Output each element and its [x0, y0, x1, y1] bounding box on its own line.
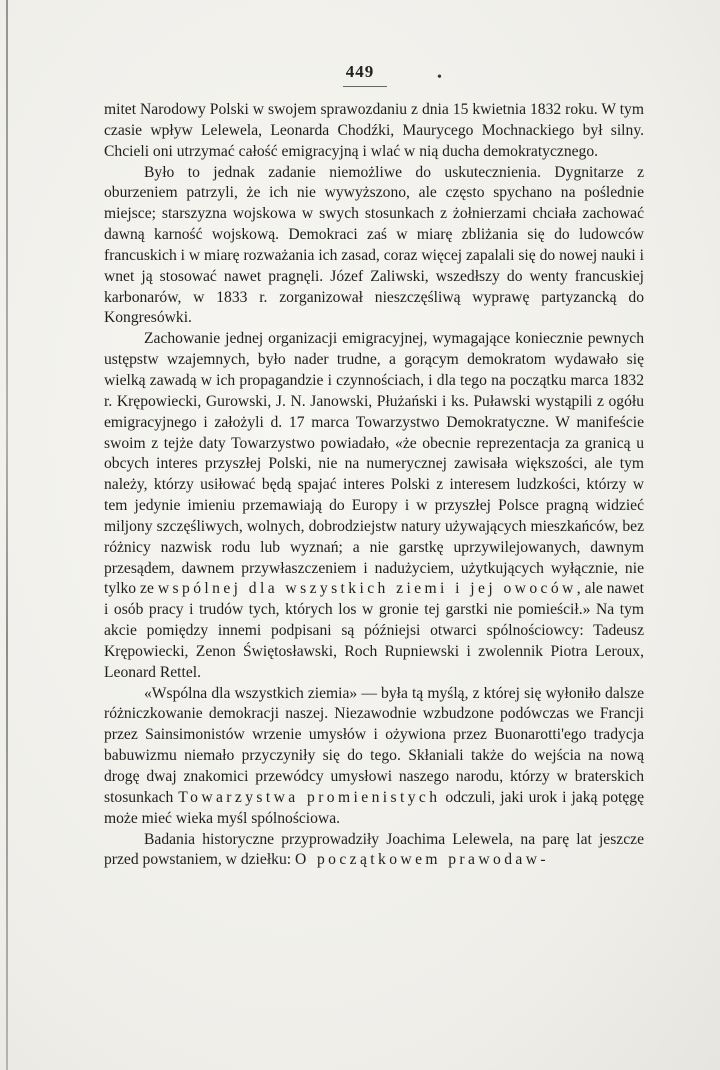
- paragraph-3: [104, 329, 644, 683]
- text-run: Było to jednak zadanie niemożliwe do uskutecznienia. Dygnitarze z oburzeniem patrzyli, że ich nie wywyższono, ale często spychano na poślednie miejsce; starszyzna wojskowa w swych stosunkach z żołnierzami chciała zachować dawną karność wojskową. Demokraci zaś w miarę zbliżania się do ludowców francuskich i w miarę rozważania ich zasad, coraz więcej zapalali się do nowej nauki i wnet ją stosować nawet pragnęli. Józef Zaliwski, wszedłszy do wenty francuskiej karbonarów, w 1833 r. zorganizował nieszczęśliwą wyprawę partyzancką do Kongresówki.: [104, 163, 644, 327]
- text-run: «Wspólna dla wszystkich ziemia» — była tą myślą, z której się wyłoniło dalsze różniczkowanie demokracji naszej. Niezawodnie wzbudzone podówczas we Francji przez Sainsimonistów wrzenie umysłów i ożywiona przez Buonarotti'ego tradycja babuwizmu niemało przyczyniły się do tego. Skłaniali także do wejścia na nową drogę dwaj znakomici przewódcy umysłowi naszego narodu, którzy w braterskich stosunkach: [104, 684, 644, 806]
- print-mark: •: [437, 70, 442, 85]
- paragraph-1: [104, 100, 644, 163]
- spaced-emphasis: Towarzystwa promienistych: [178, 788, 441, 806]
- page-number-rule: [343, 86, 387, 87]
- text-run: Badania historyczne przyprowadziły Joachima Lelewela, na parę lat jeszcze przed powstaniem, w dziełku:: [104, 830, 644, 869]
- page-number: 449: [345, 62, 375, 81]
- spaced-emphasis: O początkowem prawodaw-: [294, 851, 549, 869]
- paragraph-2: [104, 163, 644, 330]
- body-text: [104, 100, 644, 871]
- text-run: odczuli, jaki urok i jaką potęgę może mieć wieka myśl spólnościowa.: [104, 788, 644, 827]
- text-run: mitet Narodowy Polski w swojem sprawozdaniu z dnia 15 kwietnia 1832 roku. W tym czasie wpływ Lelewela, Leonarda Chodźki, Maurycego Mochnackiego był silny. Chcieli oni utrzymać całość emigracyjną i wlać w nią ducha demokratycznego.: [104, 101, 644, 160]
- paragraph-5: [104, 830, 644, 872]
- text-run: , ale nawet i osób pracy i trudów tych, których los w gronie tej garstki nie pomieścił.» Na tym akcie pomiędzy innemi podpisani są późniejsi otwarci spólnościowcy: Tadeusz Krępowiecki, Zenon Świętosławski, Roch Rupniewski i zwolennik Piotra Leroux, Leonard Rettel.: [104, 580, 644, 681]
- paragraph-4: [104, 684, 644, 830]
- spaced-emphasis: wspólnej dla wszystkich ziemi i jej owoców: [157, 580, 577, 598]
- binding-edge: [6, 0, 8, 1070]
- text-run: Zachowanie jednej organizacji emigracyjnej, wymagające koniecznie pewnych ustępstw wzajemnych, było nader trudne, a gorącym demokratom wydawało się wielką zawadą w ich propagandzie i czynnościach, i dla tego na początku marca 1832 r. Krępowiecki, Gurowski, J. N. Janowski, Płużański i ks. Puławski wystąpili z ogółu emigracyjnego i założyli d. 17 marca Towarzystwo Demokratyczne. W manifeście swoim z tejże daty Towarzystwo powiadało, «że obecnie reprezentacja za granicą u obcych interes przyszłej Polski, nie na numerycznej zawisała większości, ale tym należy, którzy usiłować będą spajać interes Polski z interesem ludzkości, którzy w tem jedynie imieniu przemawiają do Europy i w przyszłej Polsce pragną widzieć miljony szczęśliwych, wolnych, dobrodziejstw natury używających mieszkańców, bez różnicy nazwisk rodu lub wyznań; a nie garstkę uprzywilejowanych, dawnym przesądem, dawnem przywłaszczeniem i nadużyciem, użytkujących wyłącznie, nie tylko ze: [104, 330, 644, 598]
